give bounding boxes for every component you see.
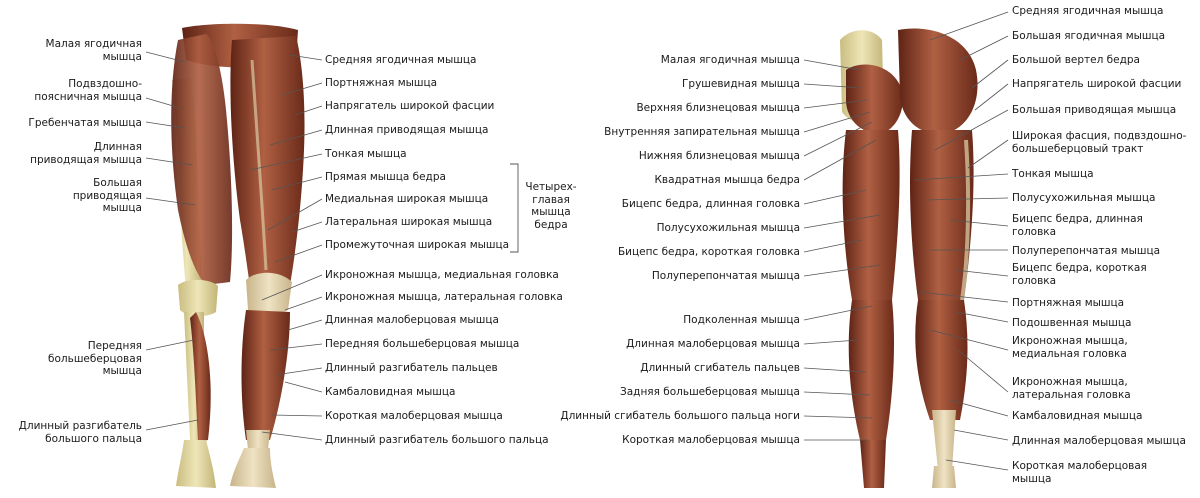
back-label-quadratus-femoris: Квадратная мышца бедра	[654, 174, 800, 186]
front-knee-left	[178, 280, 218, 316]
back-label-tibialis-posterior: Задняя большеберцовая мышца	[620, 386, 800, 398]
front-label-soleus: Камбаловидная мышца	[325, 386, 456, 398]
back-label-sartorius: Портняжная мышца	[1012, 297, 1125, 309]
front-label-gastrocnemius-lateral: Икроножная мышца, латеральная головка	[325, 291, 563, 303]
front-leg-figure	[171, 24, 304, 488]
back-label-obturator-internus: Внутренняя запирательная мышца	[604, 126, 800, 138]
front-label-pectineus: Гребенчатая мышца	[28, 117, 142, 129]
back-heel-right	[932, 466, 956, 488]
back-label-gluteus-minimus: Малая ягодичная мышца	[660, 54, 800, 66]
back-label-biceps-long-r: Бицепс бедра, длинная головка	[1012, 213, 1143, 238]
back-label-semitendinosus: Полусухожильная мышца	[656, 222, 800, 234]
back-gluteus-left	[846, 65, 903, 134]
back-calf-left	[849, 300, 894, 440]
back-label-plantaris: Подошвенная мышца	[1012, 317, 1132, 329]
front-ankle-right	[246, 430, 270, 450]
back-leg-figure	[840, 29, 978, 488]
back-label-gastrocnemius-medial: Икроножная мышца, медиальная головка	[1012, 335, 1128, 360]
back-label-semitendinosus-r: Полусухожильная мышца	[1012, 192, 1156, 204]
back-label-soleus: Камбаловидная мышца	[1012, 410, 1143, 422]
back-label-gemellus-superior: Верхняя близнецовая мышца	[636, 102, 800, 114]
back-label-peroneus-brevis: Короткая малоберцовая мышца	[622, 434, 800, 446]
front-foot-left	[176, 440, 216, 488]
front-label-adductor-longus: Длинная приводящая мышца	[30, 141, 142, 166]
back-label-biceps-short-r: Бицепс бедра, короткая головка	[1012, 262, 1147, 287]
front-label-extensor-hallucis: Длинный разгибатель большого пальца	[18, 420, 142, 445]
back-label-tensor-fasciae: Напрягатель широкой фасции	[1012, 78, 1182, 90]
front-label-gluteus-minimus: Малая ягодичная мышца	[45, 38, 142, 63]
front-label-adductor-longus-r: Длинная приводящая мышца	[325, 124, 489, 136]
back-label-peroneus-longus: Длинная малоберцовая мышца	[626, 338, 800, 350]
back-gluteus-right	[898, 29, 978, 135]
back-label-semimembranosus-r: Полуперепончатая мышца	[1012, 245, 1161, 257]
back-label-gluteus-maximus: Большая ягодичная мышца	[1012, 30, 1166, 42]
front-label-vastus-medialis: Медиальная широкая мышца	[325, 193, 489, 205]
front-label-tensor-fasciae: Напрягатель широкой фасции	[325, 100, 495, 112]
front-label-gastrocnemius-medial: Икроножная мышца, медиальная головка	[325, 269, 559, 281]
back-label-peroneus-longus-r: Длинная малоберцовая мышца	[1012, 435, 1186, 447]
back-calf-right	[915, 300, 967, 420]
front-label-extensor-hallucis-r: Длинный разгибатель большого пальца	[325, 434, 549, 446]
back-label-gracilis: Тонкая мышца	[1012, 168, 1094, 180]
back-label-gemellus-inferior: Нижняя близнецовая мышца	[638, 150, 800, 162]
front-foot-right	[230, 448, 276, 488]
front-label-gluteus-medius: Средняя ягодичная мышца	[325, 54, 477, 66]
front-label-peroneus-brevis: Короткая малоберцовая мышца	[325, 410, 503, 422]
front-label-peroneus-longus: Длинная малоберцовая мышца	[325, 314, 499, 326]
front-label-vastus-intermedius: Промежуточная широкая мышца	[325, 239, 510, 251]
front-label-adductor-magnus: Большая приводящая мышца	[72, 177, 142, 214]
back-label-flexor-hallucis: Длинный сгибатель большого пальца ноги	[560, 410, 800, 422]
back-heel-left	[860, 440, 886, 488]
back-label-semimembranosus: Полуперепончатая мышца	[651, 270, 800, 282]
back-label-biceps-long: Бицепс бедра, длинная головка	[621, 198, 800, 210]
front-label-sartorius: Портняжная мышца	[325, 77, 438, 89]
back-label-peroneus-brevis-r: Короткая малоберцовая мышца	[1012, 460, 1148, 485]
back-label-popliteus: Подколенная мышца	[683, 314, 800, 326]
front-label-tibialis-anterior: Передняя большеберцовая мышца	[48, 340, 142, 377]
front-shin-right-muscle	[242, 310, 291, 440]
back-thigh-left	[843, 130, 900, 300]
back-label-flexor-digitorum: Длинный сгибатель пальцев	[640, 362, 800, 374]
back-label-adductor-magnus: Большая приводящая мышца	[1012, 104, 1177, 116]
back-label-biceps-short: Бицепс бедра, короткая головка	[617, 246, 800, 258]
back-label-gastrocnemius-lateral: Икроножная мышца, латеральная головка	[1012, 376, 1131, 401]
front-thigh-left-muscle	[171, 34, 232, 285]
quadriceps-bracket	[510, 164, 518, 252]
quadriceps-group-label: Четырех- главая мышца бедра	[525, 181, 577, 231]
front-label-extensor-digitorum: Длинный разгибатель пальцев	[325, 362, 498, 374]
front-label-iliopsoas: Подвздошно- поясничная мышца	[34, 78, 142, 103]
front-knee-right	[246, 273, 292, 316]
back-label-iliotibial-tract: Широкая фасция, подвздошно- большеберцовый тракт	[1012, 130, 1187, 155]
front-label-gracilis: Тонкая мышца	[325, 148, 407, 160]
front-label-vastus-lateralis: Латеральная широкая мышца	[325, 216, 493, 228]
back-label-greater-trochanter: Большой вертел бедра	[1012, 54, 1140, 66]
back-label-gluteus-medius: Средняя ягодичная мышца	[1012, 5, 1164, 17]
front-label-rectus-femoris: Прямая мышца бедра	[325, 171, 446, 183]
front-label-tibialis-anterior-r: Передняя большеберцовая мышца	[325, 338, 520, 350]
back-label-piriformis: Грушевидная мышца	[682, 78, 800, 90]
